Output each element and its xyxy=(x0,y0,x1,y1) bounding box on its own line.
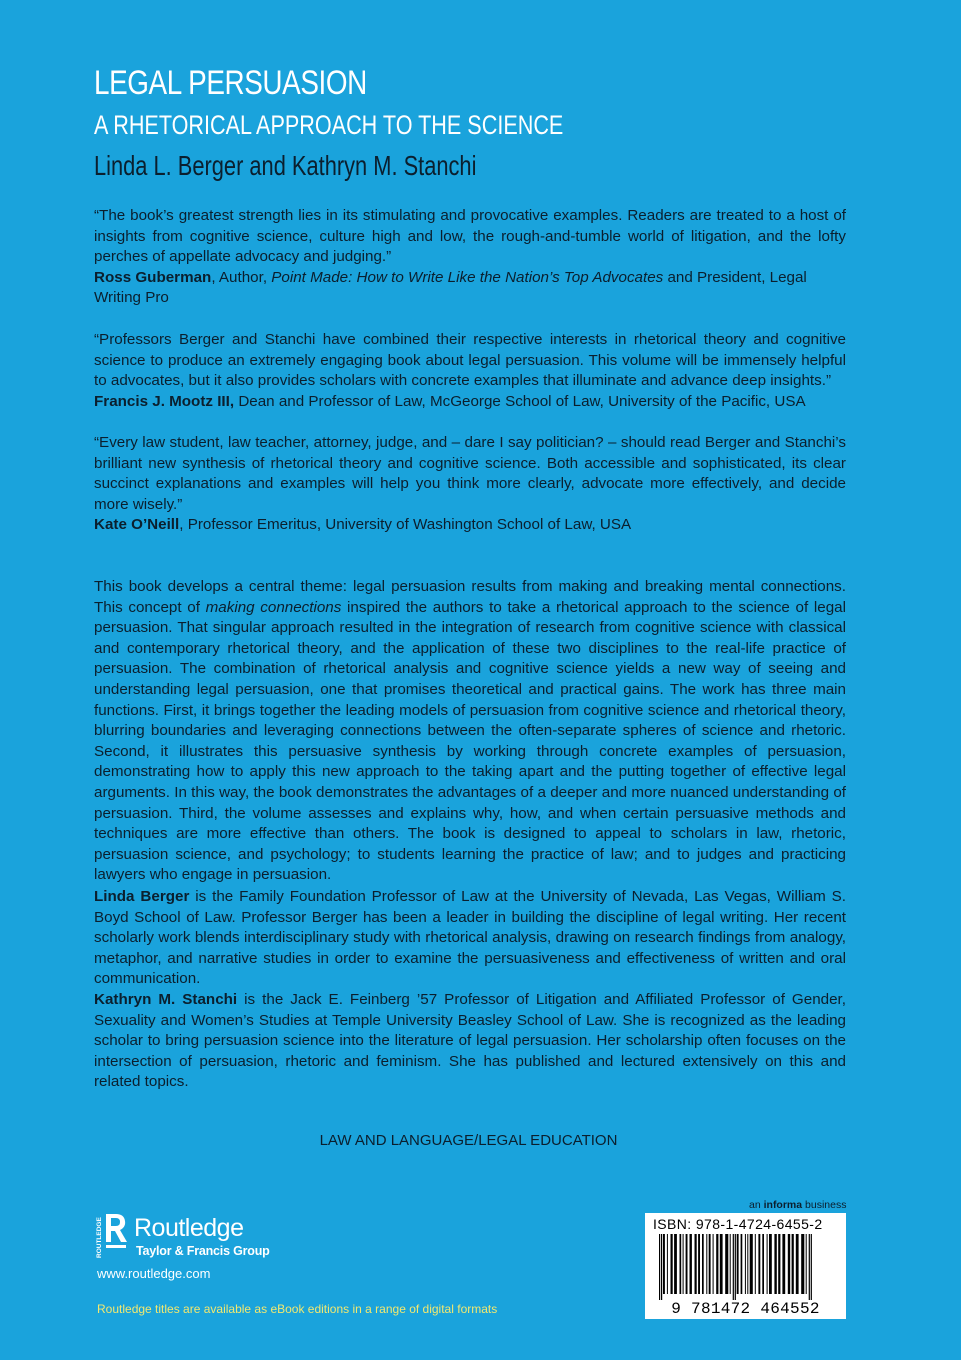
barcode-bars-icon xyxy=(649,1234,842,1300)
publisher-group: Taylor & Francis Group xyxy=(136,1244,270,1258)
quote-author-role: Dean and Professor of Law, McGeorge School of Law, University of the Pacific, USA xyxy=(234,392,806,410)
bio-author-name: Kathryn M. Stanchi xyxy=(94,991,238,1008)
book-description xyxy=(94,577,846,886)
ebook-availability-note: Routledge titles are available as eBook editions in a range of digital formats xyxy=(97,1302,498,1316)
quote-attribution xyxy=(94,392,846,413)
quote-attribution xyxy=(94,515,846,536)
endorsement-quote-1 xyxy=(94,206,846,309)
endorsement-quote-2 xyxy=(94,330,846,412)
isbn-label: ISBN: 978-1-4724-6455-2 xyxy=(653,1216,823,1232)
description-text-continued: inspired the authors to take a rhetorical approach to the science of legal persuasion. That singular approach resulted in the integration of research from cognitive science with classical and contemporary rhetorical theory, and the application of these two disciplines to the real-life practice of persuasion. The combination of rhetorical analysis and cognitive science yields a new way of seeing and understanding legal persuasion, one that promises theoretical and practical gains. The work has three main functions. First, it brings together the leading models of persuasion from cognitive science and rhetorical theory, blurring boundaries and leveraging connections between the often-separate spheres of science and rhetoric. Second, it illustrates this persuasive synthesis by working through concrete examples of persuasion, demonstrating how to apply this new approach to the taking apart and the putting together of effective legal arguments. In this way, the book demonstrates the advantages of a deeper and more nuanced understanding of persuasion. Third, the volume assesses and explains why, how, and when certain persuasive methods and techniques are more effective than others. The book is designed to appeal to scholars in law, rhetoric, persuasion science, and psychology; to students learning the practice of law; and to judges and practicing lawyers who engage in persuasion. xyxy=(94,598,846,884)
quote-text: “The book’s greatest strength lies in its stimulating and provocative examples. Readers are treated to a host of insights from cognitive science, culture high and low, the rough-and-tumble world of litigation, and the lofty perches of appellate advocacy and judging.” xyxy=(94,207,846,266)
quote-author-name: Kate O’Neill xyxy=(94,516,180,534)
quote-author-name: Ross Guberman xyxy=(94,268,212,286)
routledge-logo-icon xyxy=(94,1212,132,1260)
description-italic-phrase: making connections xyxy=(205,598,342,616)
isbn-barcode xyxy=(645,1213,846,1319)
informa-brand: informa xyxy=(763,1199,803,1211)
quote-text: “Professors Berger and Stanchi have combined their respective interests in rhetorical theory and cognitive science to produce an extremely engaging book about legal persuasion. This volume will be immensely helpful to advocates, but it also provides scholars with concrete examples that illuminate and advance deep insights.” xyxy=(94,331,846,390)
routledge-spine-text: ROUTLEDGE xyxy=(96,1217,103,1258)
quote-author-name: Francis J. Mootz III, xyxy=(94,392,235,410)
description-text: This book develops a central theme: legal persuasion results from making and breaking mental connections. This concept of xyxy=(94,578,846,616)
informa-suffix: business xyxy=(802,1199,847,1211)
informa-prefix: an xyxy=(749,1199,764,1211)
publisher-name: Routledge xyxy=(134,1214,244,1242)
bio-text: is the Family Foundation Professor of Law at the University of Nevada, Las Vegas, William S. Boyd School of Law. Professor Berger has been a leader in building the discipline of legal writing. Her recent scholarly work blends interdisciplinary study with rhetorical analysis, drawing on research findings from analogy, metaphor, and narrative studies in order to examine the persuasiveness and effectiveness of written and oral communication. xyxy=(94,888,846,988)
endorsement-quote-3 xyxy=(94,433,846,536)
informa-business-tagline xyxy=(749,1199,846,1211)
book-authors: Linda L. Berger and Kathryn M. Stanchi xyxy=(94,150,477,181)
author-bio-stanchi xyxy=(94,990,846,1093)
book-title: LEGAL PERSUASION xyxy=(94,64,367,102)
quote-attribution xyxy=(94,268,846,309)
author-bio-berger xyxy=(94,887,846,990)
quote-author-role-continued: and President, Legal Writing Pro xyxy=(94,268,807,307)
subject-category: LAW AND LANGUAGE/LEGAL EDUCATION xyxy=(319,1132,618,1149)
quote-author-book-title: Point Made: How to Write Like the Nation’s Top Advocates xyxy=(271,268,664,286)
publisher-website[interactable]: www.routledge.com xyxy=(97,1266,211,1281)
bio-author-name: Linda Berger xyxy=(94,888,190,905)
bio-text: is the Jack E. Feinberg ’57 Professor of Litigation and Affiliated Professor of Gender, Sexuality and Women’s Studies at Temple University Beasley School of Law. She is recognized as the leading scholar to bring persuasion science into the literature of legal persuasion. Her scholarship often focuses on the intersection of persuasion, rhetoric and feminism. She has published and lectured extensively on this and related topics. xyxy=(94,991,846,1091)
quote-text: “Every law student, law teacher, attorney, judge, and – dare I say politician? – should read Berger and Stanchi’s brilliant new synthesis of rhetorical theory and cognitive science. Both accessible and sophisticated, its clear succinct explanations and examples will help you think more clearly, advocate more effectively, and decide more wisely.” xyxy=(94,434,846,513)
barcode-digits: 9 781472 464552 xyxy=(671,1300,820,1318)
quote-author-role: , Professor Emeritus, University of Washington School of Law, USA xyxy=(179,516,632,534)
quote-author-role: , Author, xyxy=(211,268,272,286)
book-subtitle: A RHETORICAL APPROACH TO THE SCIENCE xyxy=(94,110,564,140)
